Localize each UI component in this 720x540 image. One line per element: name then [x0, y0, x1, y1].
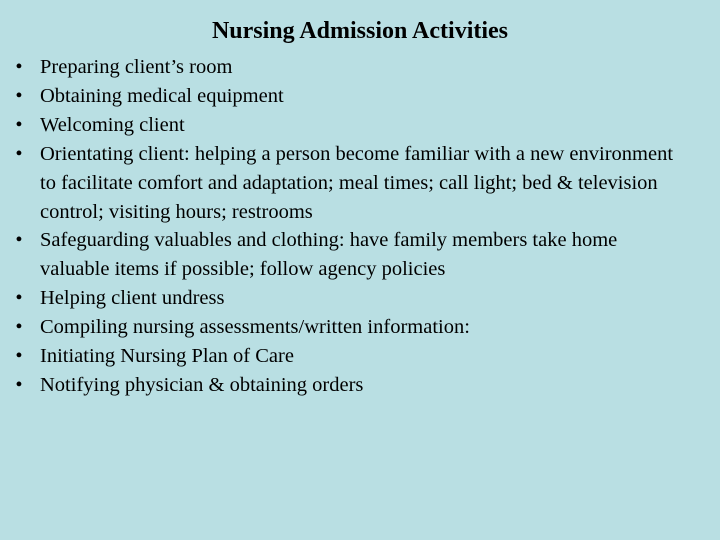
bullet-item-notifying-physician: [0, 371, 680, 400]
bullet-icon: •: [15, 56, 23, 78]
bullet-item-undress: [0, 284, 680, 313]
bullet-text: Safeguarding valuables and clothing: have family members take home valuable items if possible; follow agency policies: [40, 229, 618, 281]
bullet-icon: •: [15, 113, 23, 136]
bullet-text: Welcoming client: [40, 113, 185, 136]
bullet-icon: •: [15, 373, 23, 396]
bullet-text: Helping client undress: [40, 287, 225, 310]
bullet-icon: •: [15, 316, 23, 339]
bullet-text: Initiating Nursing Plan of Care: [40, 345, 294, 368]
bullet-text: Preparing client’s room: [40, 56, 233, 78]
bullet-list: [0, 53, 700, 400]
bullet-icon: •: [15, 84, 23, 107]
bullet-icon: •: [15, 142, 23, 165]
bullet-item-preparing-room: [0, 53, 680, 82]
bullet-icon: •: [15, 345, 23, 368]
bullet-item-safeguarding: [0, 226, 680, 284]
bullet-item-welcoming: [0, 111, 680, 140]
bullet-item-orientating: [0, 140, 680, 227]
slide-title: Nursing Admission Activities: [211, 18, 509, 44]
bullet-icon: •: [15, 229, 23, 252]
bullet-icon: •: [15, 287, 23, 310]
bullet-text: Obtaining medical equipment: [40, 84, 284, 107]
bullet-item-plan-of-care: [0, 342, 680, 371]
bullet-text: Notifying physician & obtaining orders: [40, 373, 364, 396]
bullet-text: Orientating client: helping a person become familiar with a new environment to facilitate comfort and adaptation; meal times; call light; bed & television control; visiting hours; restrooms: [40, 142, 674, 223]
bullet-text: Compiling nursing assessments/written information:: [40, 316, 470, 339]
bullet-item-assessments: [0, 313, 680, 342]
bullet-item-medical-equipment: [0, 82, 680, 111]
